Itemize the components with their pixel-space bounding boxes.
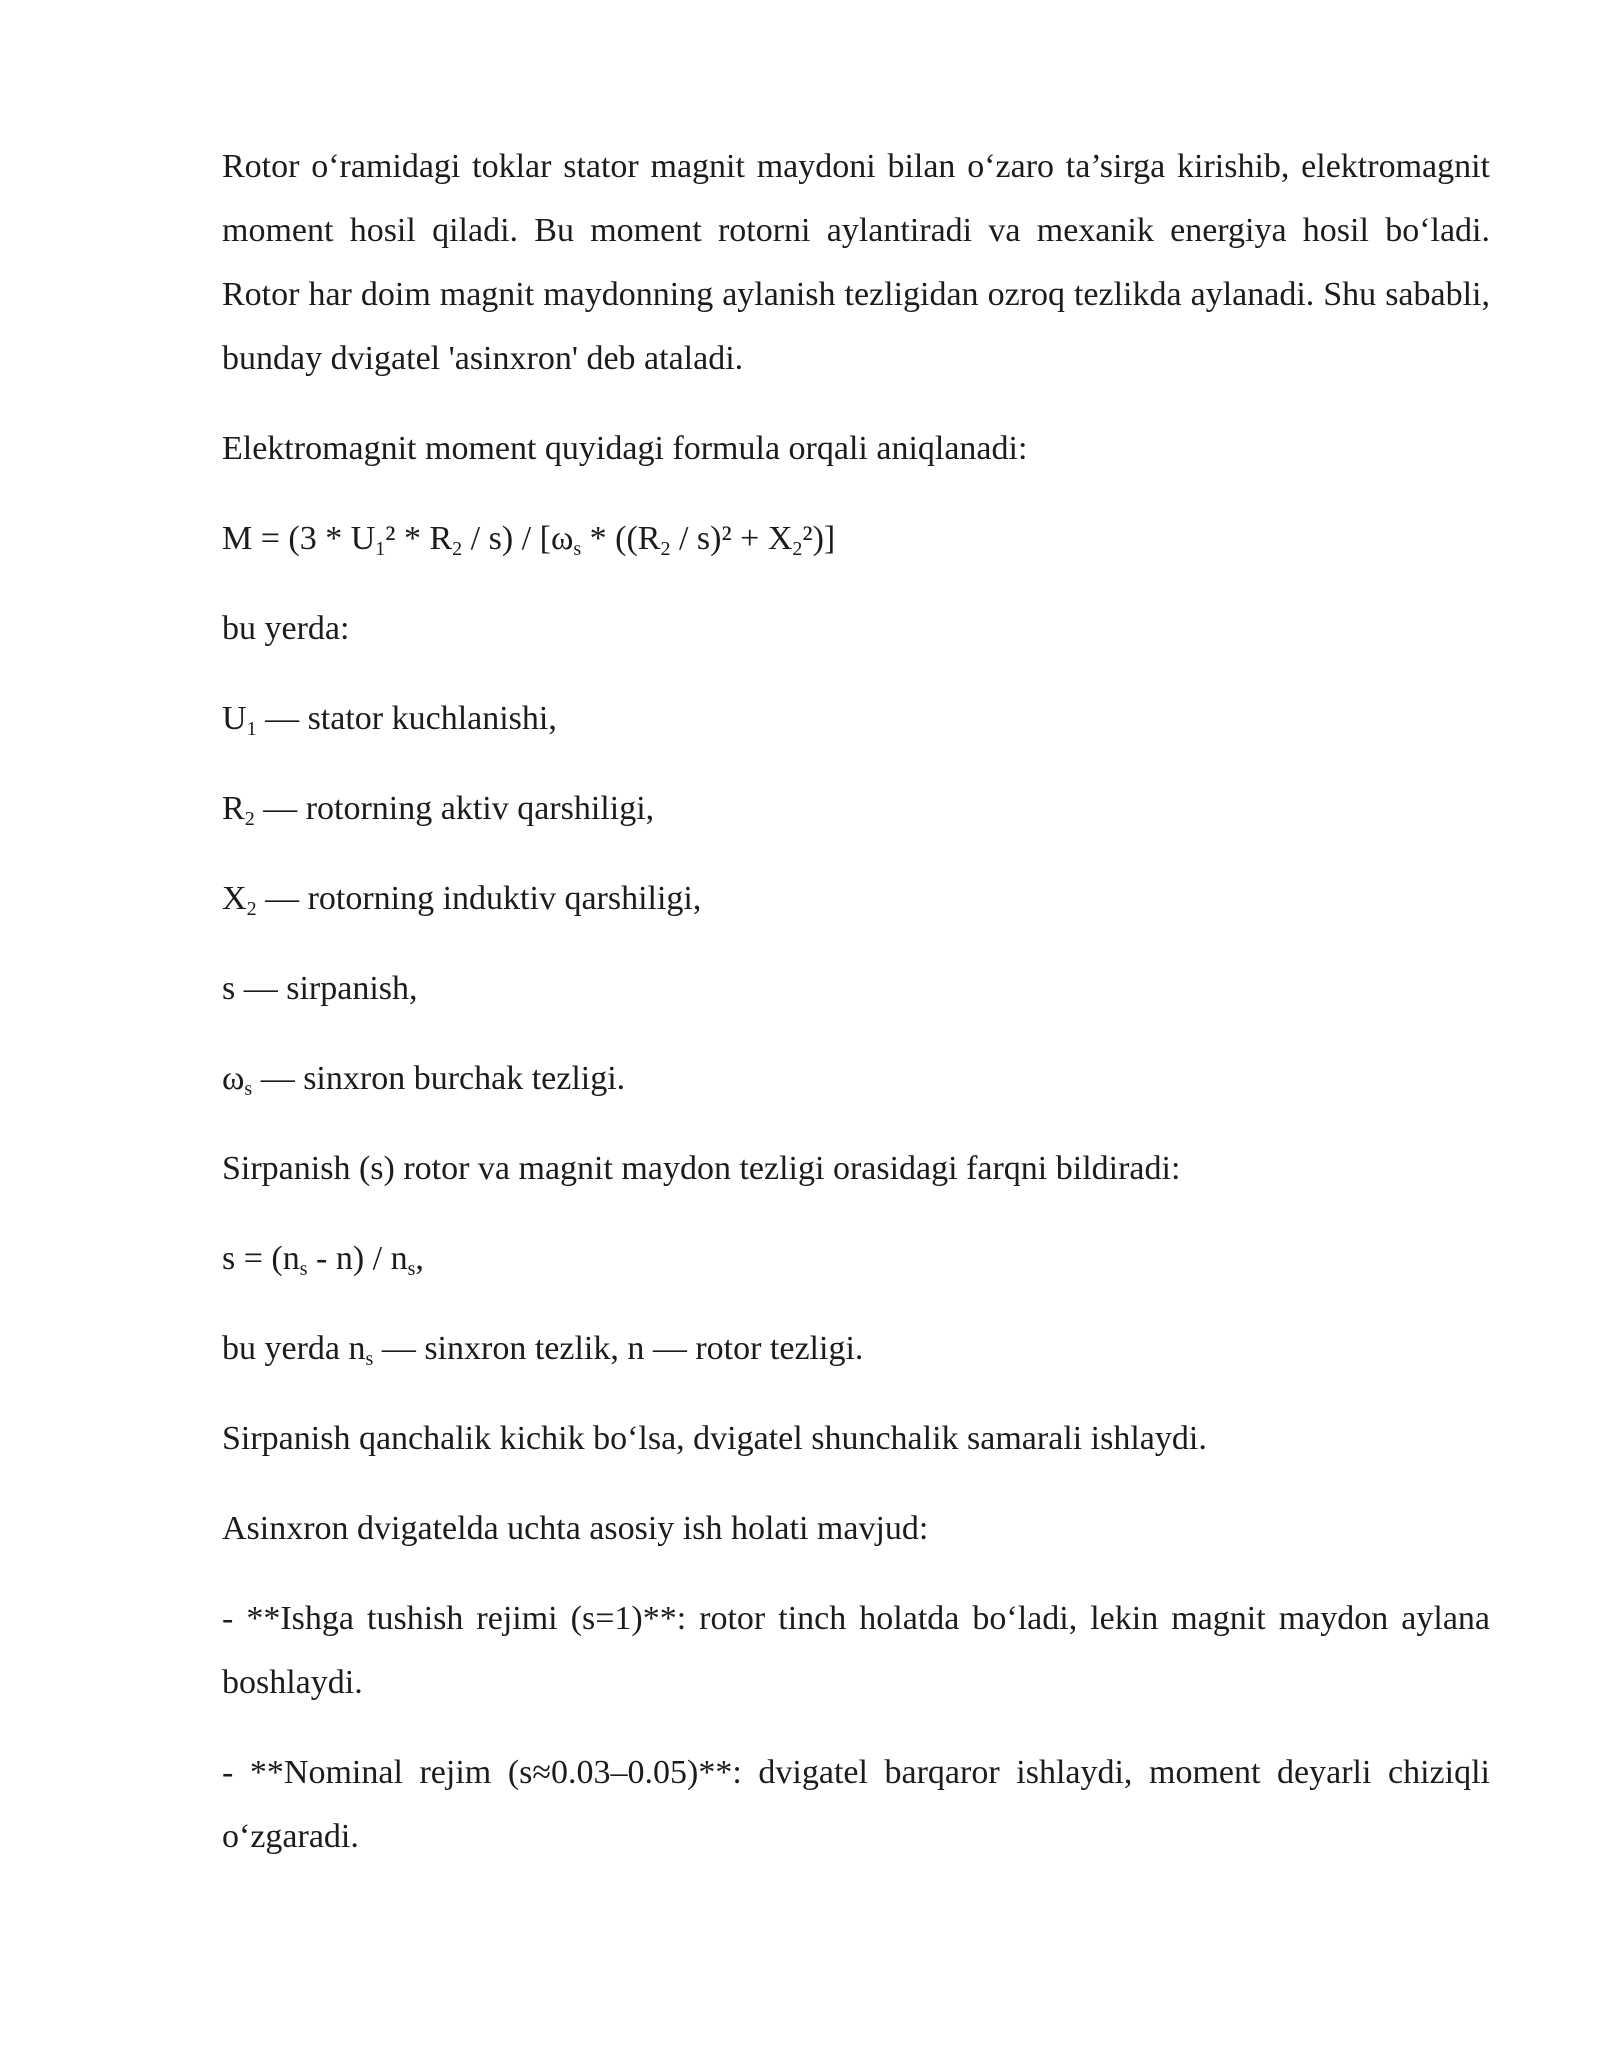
definition-omega-s: $\omega_s$ — sinxron burchak tezligi. [222, 1060, 626, 1100]
paragraph-efficiency: Sirpanish qanchalik kichik bo‘lsa, dvigatel shunchalik samarali ishlaydi. [222, 1420, 1207, 1457]
slip-definition: bu yerda $n_s$ — sinxron tezlik, n — rotor tezligi. [222, 1330, 864, 1370]
where-label: bu yerda: [222, 610, 350, 647]
paragraph-rotor-intro: Rotor o‘ramidagi toklar stator magnit maydoni bilan o‘zaro ta’sirga kirishib, elektromagnit moment hosil qiladi. Bu moment rotorni aylantiradi va mexanik energiya hosil bo‘ladi. Rotor har doim magnit maydonning aylanish tezligidan ozroq tezlikda aylanadi. Shu sababli, bunday dvigatel 'asinxron' deb ataladi. [222, 148, 1490, 377]
slip-formula: $s = (n_s - n) / n_s$, [222, 1240, 424, 1280]
definition-x2: $X_2$ — rotorning induktiv qarshiligi, [222, 880, 702, 920]
definition-u1: $U_1$ — stator kuchlanishi, [222, 700, 557, 740]
paragraph-formula-intro: Elektromagnit moment quyidagi formula orqali aniqlanadi: [222, 430, 1028, 467]
list-item-nominal-mode: - **Nominal rejim (s≈0.03–0.05)**: dvigatel barqaror ishlaydi, moment deyarli chiziqli o‘zgaradi. [222, 1754, 1490, 1855]
list-item-startup-mode: - **Ishga tushish rejimi (s=1)**: rotor tinch holatda bo‘ladi, lekin magnit maydon aylana boshlaydi. [222, 1600, 1490, 1701]
torque-formula: $M = (3 * U_1^2 * R_2 / s) / [\omega_s * ((R_2 / s)^2 + X_2^2)]$ [222, 520, 836, 560]
paragraph-modes-intro: Asinxron dvigatelda uchta asosiy ish holati mavjud: [222, 1510, 929, 1547]
paragraph-slip-intro: Sirpanish (s) rotor va magnit maydon tezligi orasidagi farqni bildiradi: [222, 1150, 1181, 1187]
document-page [222, 135, 1490, 1895]
definition-s: s — sirpanish, [222, 970, 418, 1007]
definition-r2: $R_2$ — rotorning aktiv qarshiligi, [222, 790, 655, 830]
